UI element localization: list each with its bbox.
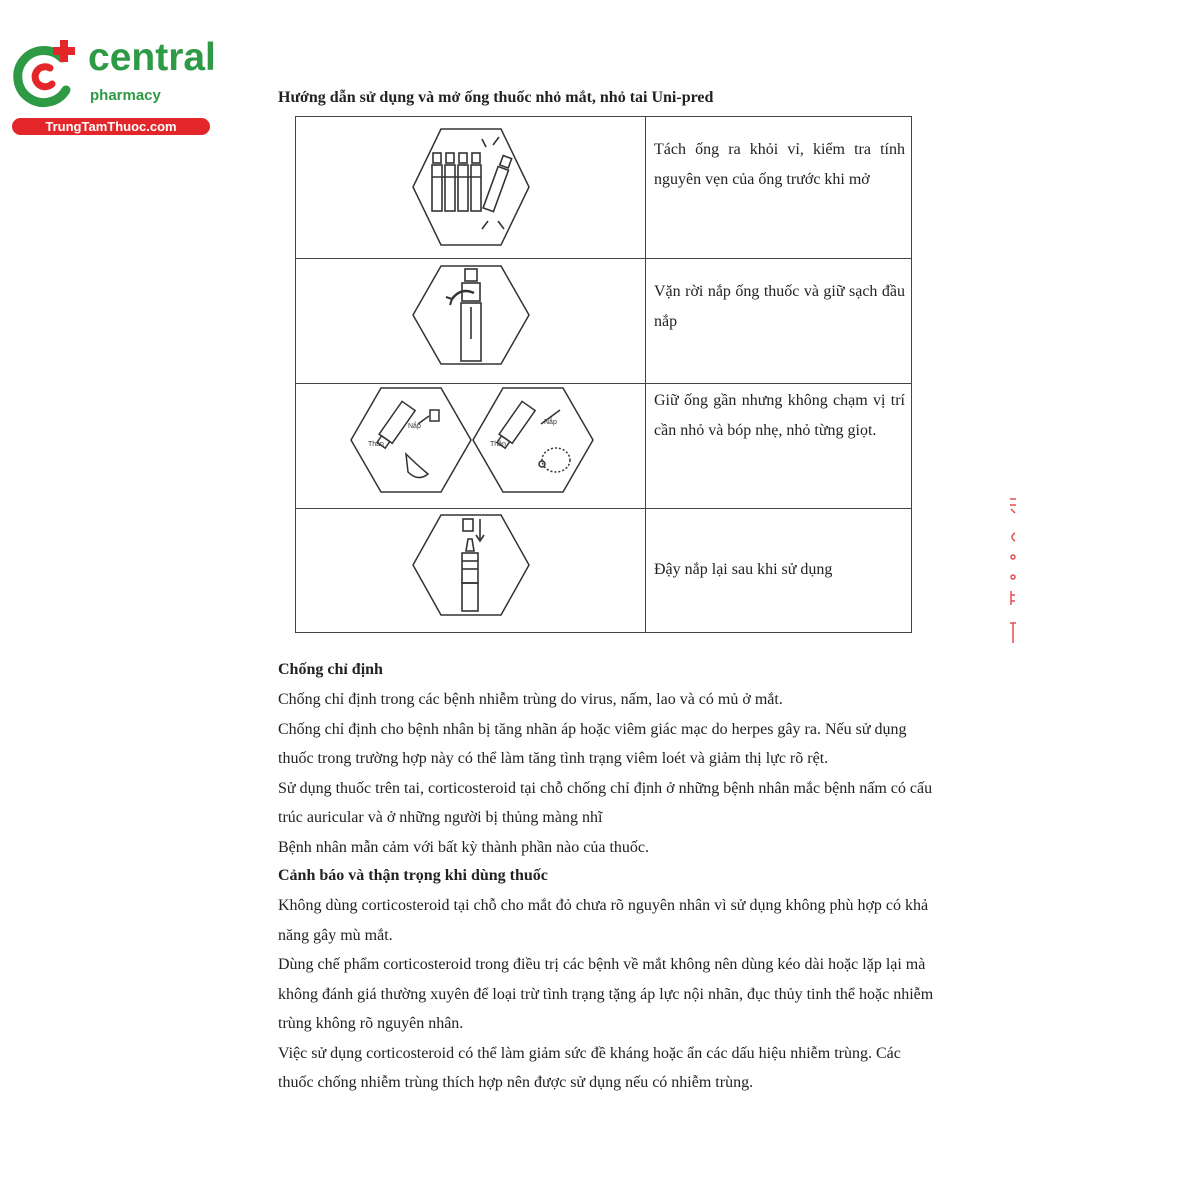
table-row — [296, 259, 912, 384]
step-4-picture — [296, 509, 646, 633]
contraindications-body — [278, 685, 938, 862]
instructions-title: Hướng dẫn sử dụng và mở ống thuốc nhỏ mắt, nhỏ tai Uni-pred — [278, 89, 714, 106]
table-row — [296, 509, 912, 633]
contraindication-paragraph: Chống chỉ định cho bệnh nhân bị tăng nhãn áp hoặc viêm giác mạc do herpes gây ra. Nếu sử dụng thuốc trong trường hợp này có thể làm tăng tình trạng viêm loét và giảm thị lực rõ rệt. — [278, 720, 907, 767]
logo-sub: pharmacy — [90, 87, 161, 104]
table-row — [296, 384, 912, 509]
blister-strip-icon — [296, 117, 645, 258]
contraindications-title: Chống chỉ định — [278, 661, 383, 678]
warning-paragraph: Không dùng corticosteroid tại chỗ cho mắt đỏ chưa rõ nguyên nhân vì sử dụng không phù hợp có khả năng gây mù mắt. — [278, 897, 929, 944]
logo-site-banner[interactable]: TrungTamThuoc.com — [12, 118, 210, 135]
pharmacy-logo-icon — [10, 38, 82, 110]
table-row — [296, 117, 912, 259]
warning-paragraph: Việc sử dụng corticosteroid có thể làm giảm sức đề kháng hoặc ẩn các dấu hiệu nhiễm trùng. Các thuốc chống nhiễm trùng thích hợp nên được sử dụng nếu có nhiễm trùng. — [278, 1044, 901, 1091]
warning-paragraph: Dùng chế phẩm corticosteroid trong điều trị các bệnh về mắt không nên dùng kéo dài hoặc lặp lại mà không đánh giá thường xuyên để loại trừ tình trạng tặng áp lực nội nhãn, đục thủy tinh thể hoặc nhiễm trùng không rõ nguyên nhân. — [278, 956, 934, 1032]
body-label-right: Thân — [490, 441, 506, 448]
pharmacy-logo — [10, 38, 215, 138]
step-3-picture — [296, 384, 646, 509]
step-2-text: Vặn rời nắp ống thuốc và giữ sạch đầu nắp — [646, 259, 912, 384]
contraindication-paragraph: Bệnh nhân mẫn cảm với bất kỳ thành phần nào của thuốc. — [278, 838, 650, 856]
twist-cap-icon — [296, 259, 645, 383]
step-1-picture — [296, 117, 646, 259]
contraindication-paragraph: Sử dụng thuốc trên tai, corticosteroid tại chỗ chống chỉ định ở những bệnh nhân mắc bệnh nấm có cấu trúc auricular và ở những người bị thủng màng nhĩ — [278, 779, 933, 826]
steps-table — [295, 116, 912, 633]
step-1-text: Tách ống ra khỏi vỉ, kiểm tra tính nguyên vẹn của ống trước khi mở — [646, 117, 912, 259]
step-3-text: Giữ ống gần nhưng không chạm vị trí cần nhỏ và bóp nhẹ, nhỏ từng giọt. — [646, 384, 912, 509]
body-label-left: Thân — [368, 441, 384, 448]
logo-brand: central — [88, 36, 216, 79]
step-4-text: Đậy nắp lại sau khi sử dụng — [646, 509, 912, 633]
cap-label-left: Nắp — [408, 423, 421, 430]
red-stamp-fragment-icon — [1006, 495, 1020, 647]
recap-icon — [296, 509, 645, 632]
cap-label-right: Nắp — [544, 419, 557, 426]
drop-eye-ear-icon — [296, 384, 645, 508]
step-2-picture — [296, 259, 646, 384]
contraindication-paragraph: Chống chỉ định trong các bệnh nhiễm trùng do virus, nấm, lao và có mủ ở mắt. — [278, 691, 783, 708]
warnings-title: Cảnh báo và thận trọng khi dùng thuốc — [278, 867, 548, 884]
warnings-body — [278, 891, 938, 1098]
